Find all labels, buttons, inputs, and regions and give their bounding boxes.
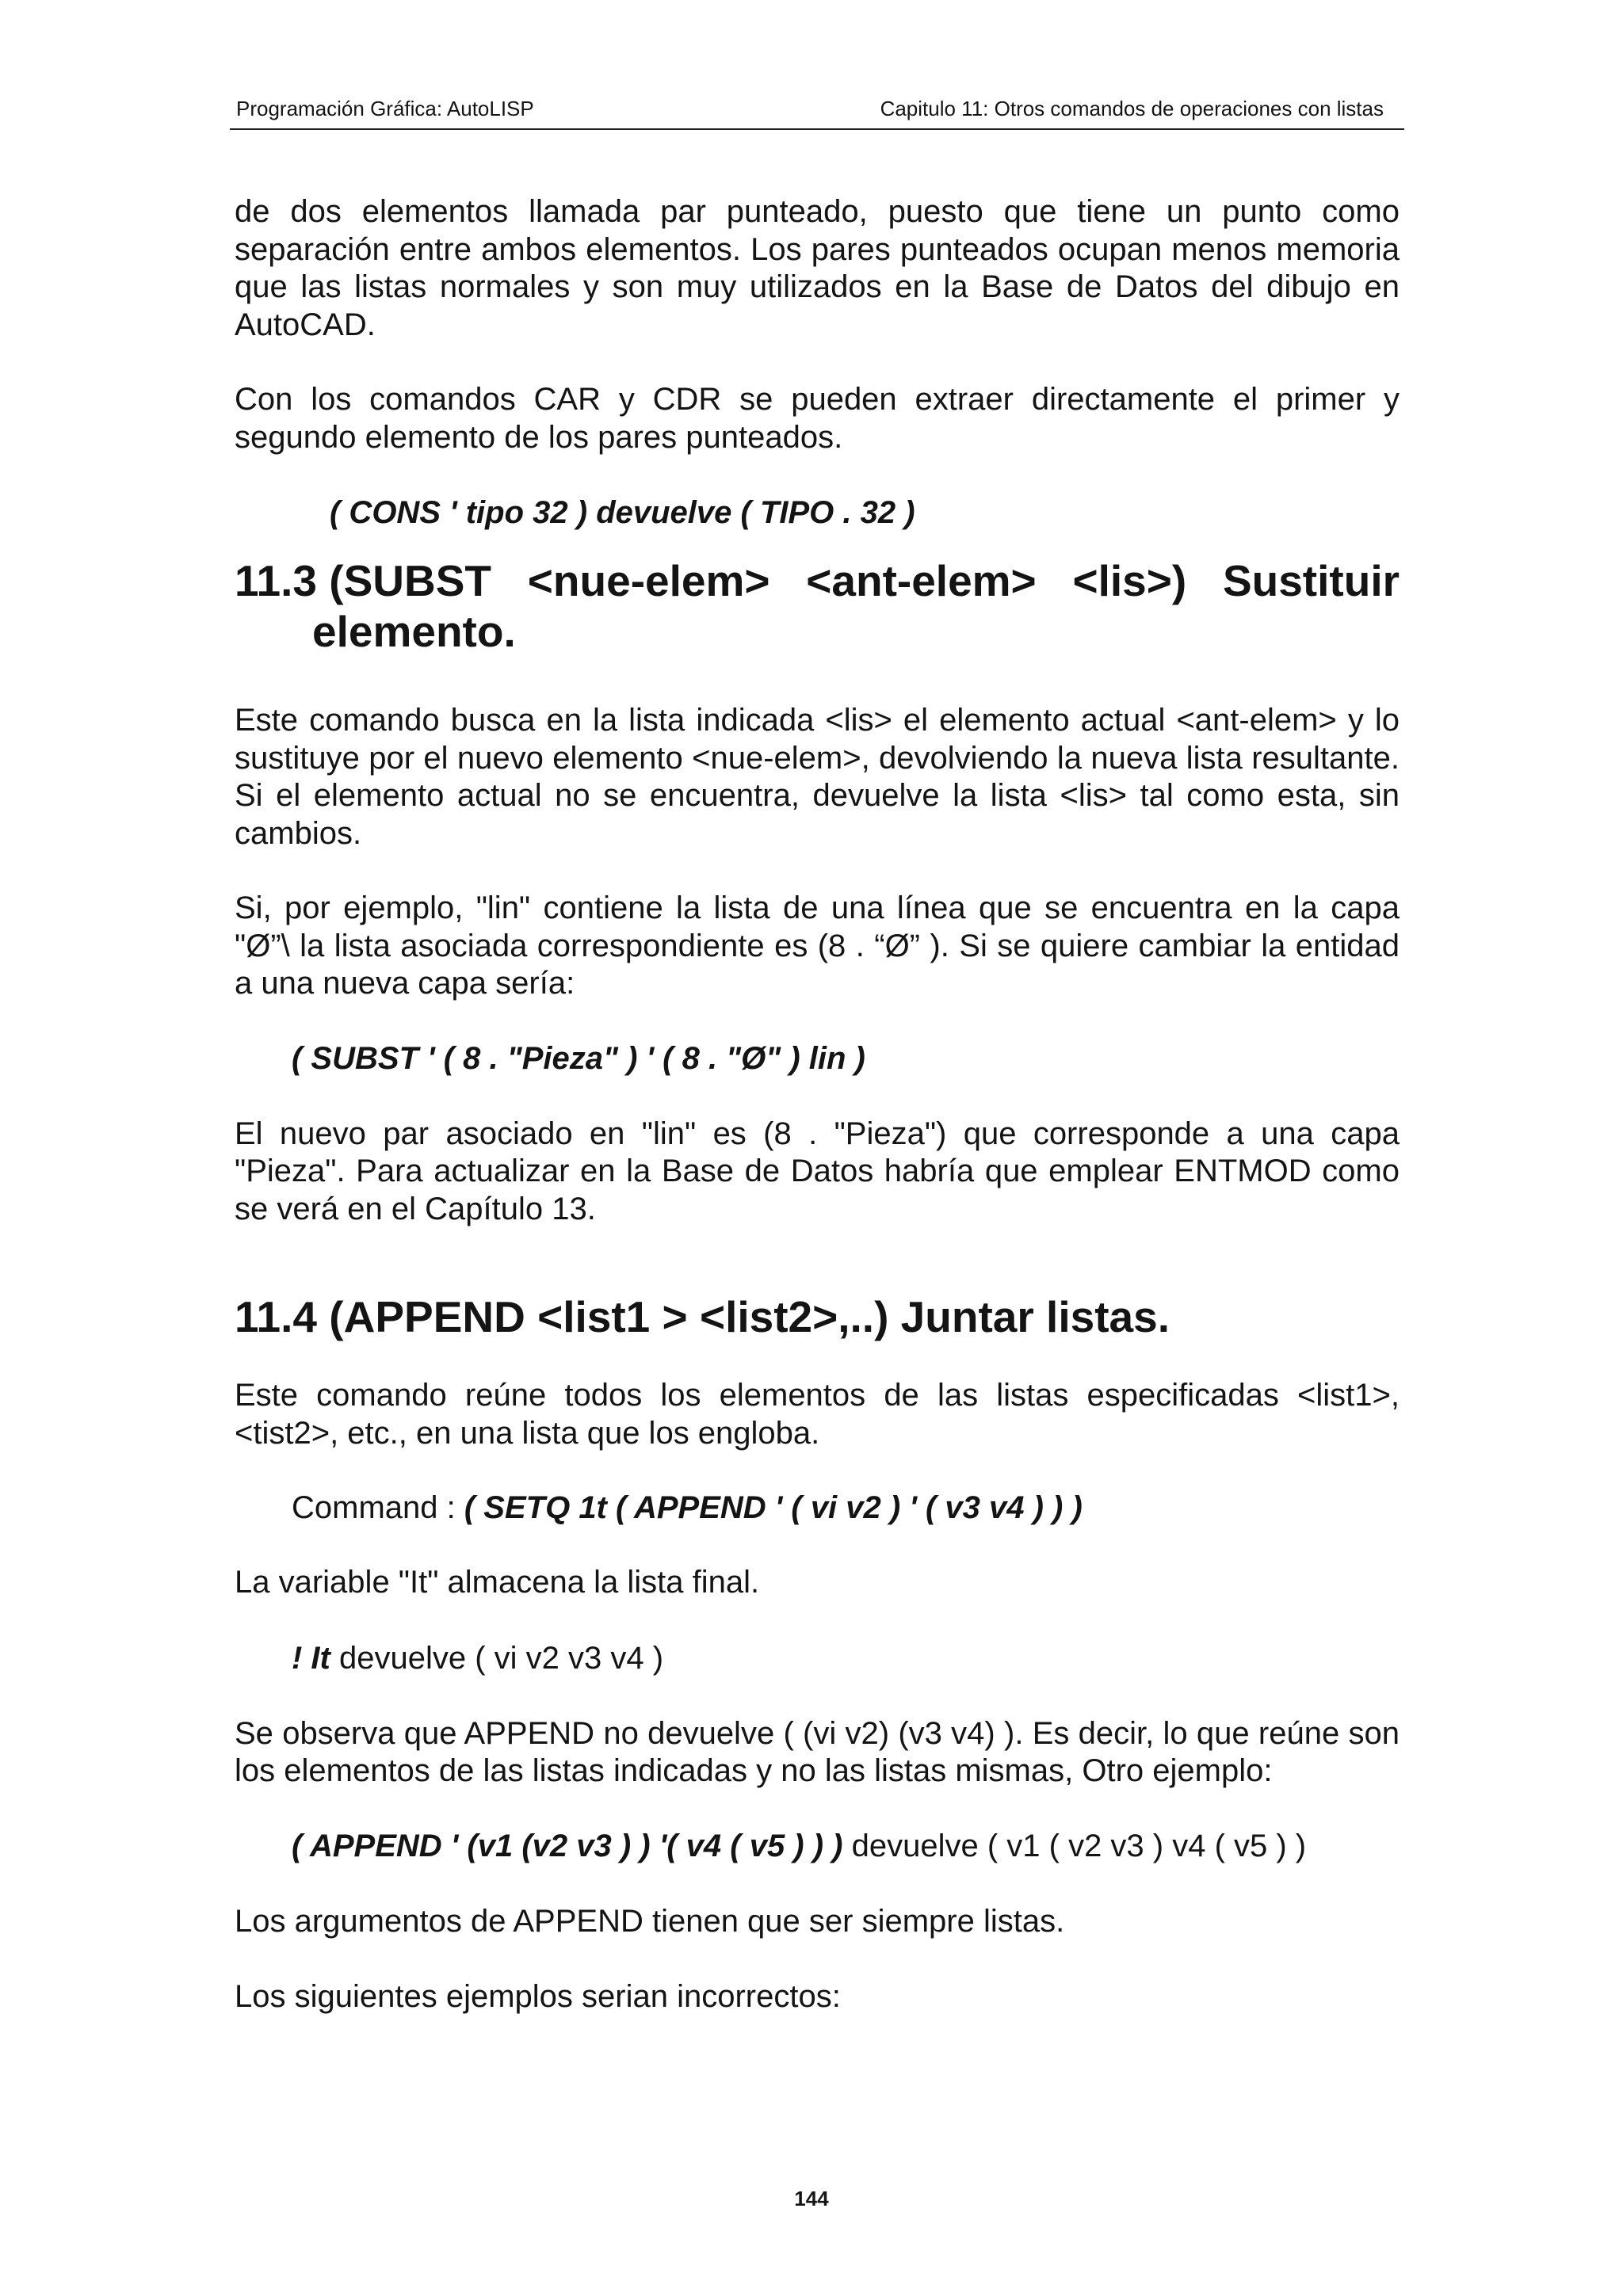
paragraph-append-observation: Se observa que APPEND no devuelve ( (vi v2) (v3 v4) ). Es decir, lo que reúne son los elementos de las listas indicadas y no las listas mismas, Otro ejemplo: — [235, 1715, 1400, 1788]
page-content — [235, 193, 1400, 2016]
header-book-title: Programación Gráfica: AutoLISP — [236, 97, 534, 120]
heading-word: Sustituir — [1222, 556, 1400, 605]
heading-word: <nue-elem> — [527, 556, 770, 605]
code-example-lt — [235, 1640, 1400, 1677]
heading-word: <lis>) — [1072, 556, 1187, 605]
paragraph-subst-result: El nuevo par asociado en "lin" es (8 . "Pieza") que corresponde a una capa "Pieza". Para actualizar en la Base de Datos habría que emplear ENTMOD como se verá en el Capítulo 13. — [235, 1116, 1400, 1226]
heading-word: <ant-elem> — [806, 556, 1037, 605]
paragraph-car-cdr: Con los comandos CAR y CDR se pueden extraer directamente el primer y segundo elemento de los pares punteados. — [235, 382, 1400, 455]
section-heading-11-3-line1 — [235, 555, 1400, 606]
section-heading-11-4: 11.4 (APPEND <list1 > <list2>,..) Juntar listas. — [235, 1292, 1170, 1341]
section-heading-11-3-line2: elemento. — [312, 607, 516, 656]
lt-result: devuelve ( vi v2 v3 v4 ) — [330, 1640, 664, 1676]
paragraph-pares-punteados: de dos elementos llamada par punteado, puesto que tiene un punto como separación entre ambos elementos. Los pares punteados ocupan menos memoria que las listas normales y son muy utilizados en la Base de Datos del dibujo en AutoCAD. — [235, 194, 1400, 342]
setq-code: ( SETQ 1t ( APPEND ' ( vi v2 ) ' ( v3 v4 ) ) ) — [464, 1490, 1083, 1525]
lt-code: ! It — [292, 1640, 330, 1676]
paragraph-subst-description: Este comando busca en la lista indicada <lis> el elemento actual <ant-elem> y lo sustituye por el nuevo elemento <nue-elem>, devolviendo la nueva lista resultante. Si el elemento actual no se encuentra, devuelve la lista <lis> tal como esta, sin cambios. — [235, 703, 1400, 851]
code-example-cons: ( CONS ' tipo 32 ) devuelve ( TIPO . 32 ) — [330, 495, 915, 530]
paragraph-incorrect-examples: Los siguientes ejemplos serian incorrectos: — [235, 1979, 841, 2014]
section-heading-11-3 — [235, 555, 1400, 657]
paragraph-append-arguments: Los argumentos de APPEND tienen que ser siempre listas. — [235, 1903, 1065, 1939]
page-number: 144 — [794, 2187, 829, 2210]
section-number: 11.3 — [235, 556, 318, 605]
code-example-setq — [235, 1489, 1400, 1527]
paragraph-append-description: Este comando reúne todos los elementos de las listas especificadas <list1>, <tist2>, etc., en una lista que los engloba. — [235, 1378, 1400, 1451]
code-example-append — [235, 1828, 1400, 1865]
heading-word: (SUBST — [329, 556, 492, 605]
running-header — [230, 93, 1404, 130]
code-example-subst: ( SUBST ' ( 8 . "Pieza" ) ' ( 8 . "Ø" ) lin ) — [292, 1040, 865, 1076]
append-code: ( APPEND ' (v1 (v2 v3 ) ) '( v4 ( v5 ) ) ) — [292, 1828, 843, 1863]
append-result: devuelve ( v1 ( v2 v3 ) v4 ( v5 ) ) — [842, 1828, 1307, 1863]
paragraph-subst-example-intro: Si, por ejemplo, "lin" contiene la lista de una línea que se encuentra en la capa "Ø”\ la lista asociada correspondiente es (8 . “Ø” ). Si se quiere cambiar la entidad a una nueva capa sería: — [235, 891, 1400, 1001]
paragraph-variable-lt: La variable "It" almacena la lista final. — [235, 1565, 760, 1600]
header-chapter-title: Capitulo 11: Otros comandos de operaciones con listas — [880, 97, 1384, 120]
command-prompt: Command : — [292, 1490, 464, 1525]
